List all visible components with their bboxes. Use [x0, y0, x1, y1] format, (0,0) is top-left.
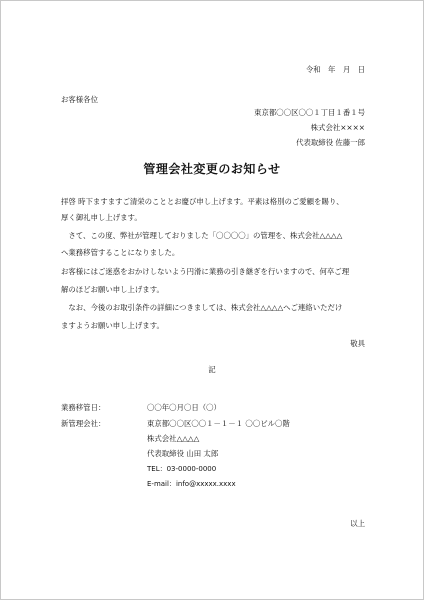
new-company-representative: 代表取締役 山田 太郎 — [147, 449, 219, 458]
body-line: お客様にはご迷惑をおかけしないよう円滑に業務の引き継ぎを行いますので、何卒ご理 — [61, 267, 350, 276]
closing-ijo: 以上 — [350, 519, 365, 528]
sender-company: 株式会社×××× — [310, 123, 365, 132]
body-line: 拝啓 時下ますますご清栄のこととお慶び申し上げます。平素は格別のご愛顧を賜り、 — [61, 197, 344, 206]
transfer-date-label: 業務移管日： — [61, 403, 106, 412]
recipient: お客様各位 — [61, 95, 98, 104]
transfer-date-value: 〇〇年〇月〇日（〇） — [147, 403, 221, 412]
body-line: なお、今後のお取引条件の詳細につきましては、株式会社△△△△へご連絡いただけ — [61, 303, 343, 312]
body-line: 厚く御礼申し上げます。 — [61, 213, 142, 222]
sender-address: 東京都〇〇区〇〇１丁目１番１号 — [254, 108, 365, 117]
body-line: 解のほどお願い申し上げます。 — [61, 285, 164, 294]
closing-keigu: 敬具 — [350, 339, 365, 348]
new-company-email: E-mail：info@xxxxx.xxxx — [147, 480, 236, 488]
letter-date: 令和 年 月 日 — [305, 65, 365, 74]
body-line: ますようお願い申し上げます。 — [61, 321, 164, 330]
new-company-name: 株式会社△△△△ — [147, 434, 200, 443]
sender-representative: 代表取締役 佐藤一郎 — [296, 138, 365, 147]
new-company-label: 新管理会社： — [61, 419, 106, 428]
letter-title: 管理会社変更のお知らせ — [143, 162, 281, 176]
new-company-tel: TEL：03-0000-0000 — [147, 465, 217, 473]
body-line: さて、この度、弊社が管理しておりました「〇〇〇〇」の管理を、株式会社△△△△ — [61, 231, 343, 240]
body-line: へ業務移管することになりました。 — [61, 248, 180, 257]
ki-marker: 記 — [208, 365, 216, 374]
new-company-address: 東京都〇〇区〇〇１－１－１ 〇〇ビル〇階 — [147, 419, 290, 428]
